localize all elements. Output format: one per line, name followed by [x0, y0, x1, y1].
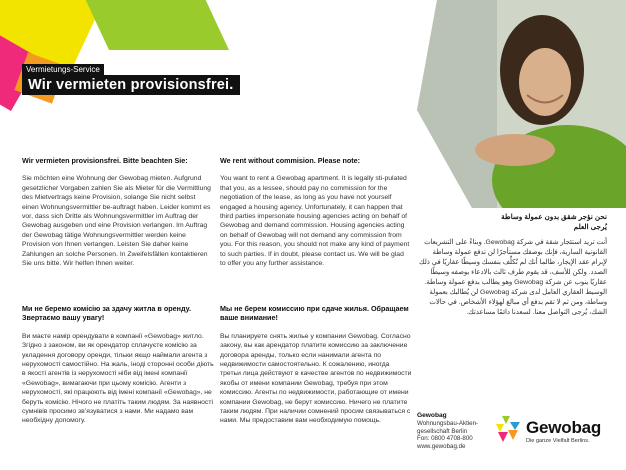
ukrainian-heading: Ми не беремо комісію за здачу житла в оренду. Звертаємо вашу увагу! — [22, 304, 191, 323]
footer-phone: Fon: 0800 4708-800 — [417, 435, 473, 443]
german-section — [22, 156, 212, 268]
woman-portrait-image — [417, 0, 626, 208]
arabic-body: أنت تريد استئجار شقة في شركة Gewobag. وبناءً على التشريعات القانونية السارية، فإنك بوصفك مستأجرًا لن تدفع عمولة وساطة لإبرام عقد الإيجار، طالما أنك لم تُكلِّف بنفسك وسيطًا عقاريًا في ذلك الصدد. ولكن للأسف، قد يقوم طرف ثالث بالادعاء بوصفه وسيطًا عقاريًا ينوب عن شركة Gewobag وهو يطالب بدفع عمولة وساطة. الوسيط العقاري العامل لدى شركة Gewobag لن يُطالبك بعمولة وساطة، ومن ثم لا تقم بدفع أي مبالغ لهؤلاء الأشخاص. في حالات الشك، يُرجى التواصل معنا. لسعدنا دائمًا مساعدتك. — [418, 239, 607, 316]
russian-heading: Мы не берем комиссию при сдаче жилья. Обращаем ваше внимание! — [220, 304, 409, 323]
english-section — [220, 156, 410, 268]
russian-body: Вы планируете снять жилье у компании Gewobag. Согласно закону, вы как арендатор платите комиссию за заключение договора аренды, только если нанимали агента по недвижимости самостоятельно. К сожалению, иногда третьи лица действуют в качестве агентов по недвижимости якобы от имени компании Gewobag, требуя при этом комиссию. Агенты по недвижимости, работающие от имени компании Gewobag, не берут комиссию. Ничего не платите таким людям. При наличии сомнений просим связываться с нами. Мы предоставим вам необходимую помощь. — [220, 332, 412, 425]
german-body: Sie möchten eine Wohnung der Gewobag mieten. Aufgrund gesetzlicher Vorgaben zahlen Sie als Mieter für die Vermittlung des Mietvertrags keine Provision, solange Sie nicht selbst einen Wohnungsvermittler be-auftragt haben. Leider kommt es vor, dass sich Dritte als Wohnungsvermittler im Auftrag der Gewobag ausgeben und eine Provision verlangen. Im Auftrag der Gewobag tätige Wohnungsvermittler werden keine Provision von Ihnen verlangen. Leisten Sie daher keine Zahlungen an solche Personen. In Zweifelsfällen kontaktieren Sie uns bitte. Wir helfen Ihnen weiter. — [22, 175, 211, 268]
service-label: Vermietungs-Service — [22, 64, 104, 75]
footer-org-name: Gewobag — [417, 412, 447, 419]
logo-wordmark — [526, 418, 601, 444]
english-heading: We rent without commision. Please note: — [220, 156, 361, 165]
arabic-heading — [417, 212, 607, 232]
footer-website[interactable]: www.gewobag.de — [417, 443, 466, 451]
arabic-heading-line2: يُرجى العلم — [573, 222, 607, 231]
footer-org-line2: gesellschaft Berlin — [417, 427, 468, 435]
logo-name: Gewobag — [526, 418, 602, 437]
ukrainian-section — [22, 304, 214, 426]
arabic-section — [417, 212, 607, 318]
footer-contact — [417, 412, 487, 451]
gewobag-logo-icon — [494, 414, 524, 444]
brand-shape-green — [81, 0, 229, 50]
russian-section — [220, 304, 412, 426]
arabic-heading-line1: نحن نؤجر شقق بدون عمولة وساطة — [501, 212, 607, 221]
hero-photo — [417, 0, 626, 208]
logo-tagline: Die ganze Vielfalt Berlins. — [526, 438, 590, 444]
ukrainian-body: Ви маєте намір орендувати в компанії «Gewobag» житло. Згідно з законом, ви як орендатор сплачуєте комісію за укладення договору оренди, тільки якщо наймали агента з нерухомості самостійно. На жаль, іноді сторонні особи діють в якості агентів із нерухомості ніби від імені компанії «Gewobag», вимагаючи при цьому комісію. Агенти з нерухомості, які працюють від імені компанії «Gewobag», не беруть комісію. Нічого не платіть таким людям. За наявності сумнівів просимо звʼязуватися з нами. Ми надамо вам необхідну допомогу. — [22, 332, 214, 425]
english-body: You want to rent a Gewobag apartment. It is legally sti-pulated that you, as a lessee, should pay no commission for the negotiation of the lease, as long as you have not yourself engaged a housing agency. Unfortunately, it can happen that third parties impersonate housing agencies acting on behalf of Gewobag and demand commission. Housing agencies acting on behalf of Gewobag will not demand any commission from you. For this reason, you should not make any kind of payment to such parties. If in doubt, please contact us. We will be glad to offer you any further assistance. — [220, 175, 410, 268]
footer-org-line1: Wohnungsbau-Aktien- — [417, 419, 479, 427]
page-title: Wir vermieten provisionsfrei. — [22, 75, 240, 95]
german-heading: Wir vermieten provisionsfrei. Bitte beachten Sie: — [22, 156, 188, 165]
